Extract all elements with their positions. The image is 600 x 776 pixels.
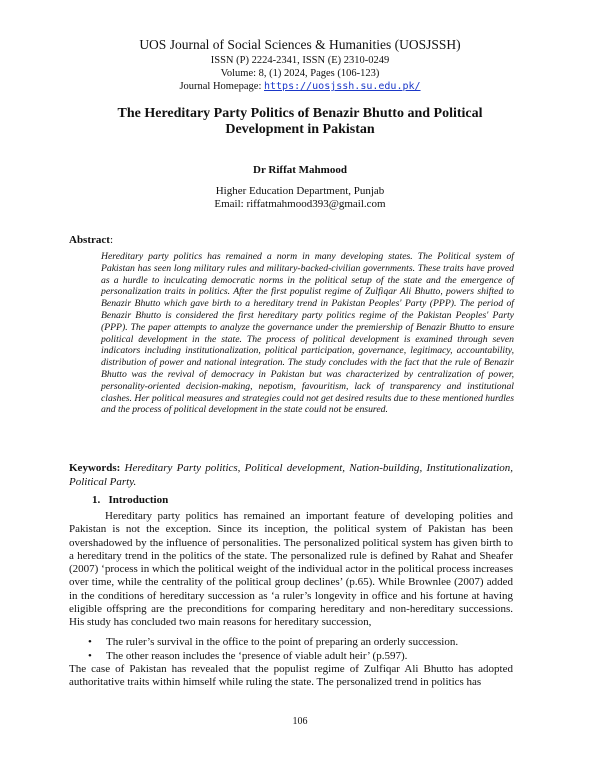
abstract-colon: : xyxy=(109,234,113,246)
list-item xyxy=(88,636,508,650)
abstract-heading: Abstract xyxy=(69,234,110,246)
bullet-list xyxy=(88,636,508,663)
abstract-heading-line xyxy=(69,234,113,246)
issn-line: ISSN (P) 2224-2341, ISSN (E) 2310-0249 xyxy=(210,55,390,66)
list-item-text: The ruler’s survival in the office to the point of preparing an orderly succession. xyxy=(106,636,459,648)
keywords-block xyxy=(69,461,513,489)
journal-title: UOS Journal of Social Sciences & Humanities (UOSJSSH) xyxy=(139,37,461,52)
author-affiliation: Higher Education Department, Punjab xyxy=(215,185,385,197)
author-name: Dr Riffat Mahmood xyxy=(253,164,347,176)
bullet-icon: • xyxy=(88,636,92,648)
list-item xyxy=(88,650,508,664)
section-heading-introduction: 1. Introduction xyxy=(92,494,169,506)
journal-homepage xyxy=(0,81,600,92)
author-email: Email: riffatmahmood393@gmail.com xyxy=(214,198,386,210)
article-title: The Hereditary Party Politics of Benazir Bhutto and Political Development in Pakistan xyxy=(117,106,483,137)
homepage-label: Journal Homepage: xyxy=(179,81,264,92)
keywords-text: Hereditary Party politics, Political development, Nation-building, Institutionalization, Political Party. xyxy=(69,462,513,488)
page-number: 106 xyxy=(292,716,308,727)
homepage-link[interactable]: https://uosjssh.su.edu.pk/ xyxy=(264,81,421,92)
volume-line: Volume: 8, (1) 2024, Pages (106-123) xyxy=(220,68,380,79)
keywords-label: Keywords: xyxy=(69,462,121,474)
abstract-text: Hereditary party politics has remained a norm in many developing states. The Political system of Pakistan has seen long military rules and military-backed-civilian governments. These traits have proved as a hurdle to inculcating democratic norms in the political setup of the state and the emergence of personalization traits in politics. After the first populist regime of Zulfiqar Ali Bhutto, powers shifted to Benazir Bhutto which gave birth to a hereditary trend in Pakistan Peoples' Party (PPP). The period of Benazir Bhutto is considered the first hereditary party politics regime of the Pakistan Peoples' Party (PPP). The paper attempts to analyze the governance under the premiership of Benazir Bhutto to ensure political development in the state. The process of political development is examined through seven indicators including institutionalization, political participation, governance, legitimacy, accountability, distribution of power and national integration. The study concludes with the fact that the rule of Benazir Bhutto was the revival of democracy in Pakistan but was characterized by centralization of power, personality-oriented decision-making, nepotism, favouritism, lack of transparency and institutional clashes. Her political measures and strategies could not get desired results due to these mentioned hurdles and the process of political development in the state could not be ensured. xyxy=(101,251,514,416)
list-item-text: The other reason includes the ‘presence of viable adult heir’ (p.597). xyxy=(106,649,408,662)
introduction-paragraph-1: Hereditary party politics has remained an important feature of developing polities and Pakistan is not the exception. Since its inception, the political system of Pakistan has been overshadowed by the influence of personalities. The personalized political system has given birth to a hereditary trend in the politics of the state. The personalized rule is defined by Rahat and Sheafer (2007) ‘process in which the political weight of the individual actor in the political process increases over time, while the centrality of the political group declines’ (p.65). While Brownlee (2007) added in the conditions of hereditary succession as ‘a ruler’s longevity in office and his fortune at having eligible offspring are the preconditions for comparing hereditary and non-hereditary successions. His study has concluded two main reasons for hereditary succession, xyxy=(69,510,513,629)
bullet-icon: • xyxy=(88,649,92,662)
introduction-paragraph-2: The case of Pakistan has revealed that the populist regime of Zulfiqar Ali Bhutto has adopted authoritative traits within himself while ruling the state. The personalized trend in politics has xyxy=(69,663,513,689)
